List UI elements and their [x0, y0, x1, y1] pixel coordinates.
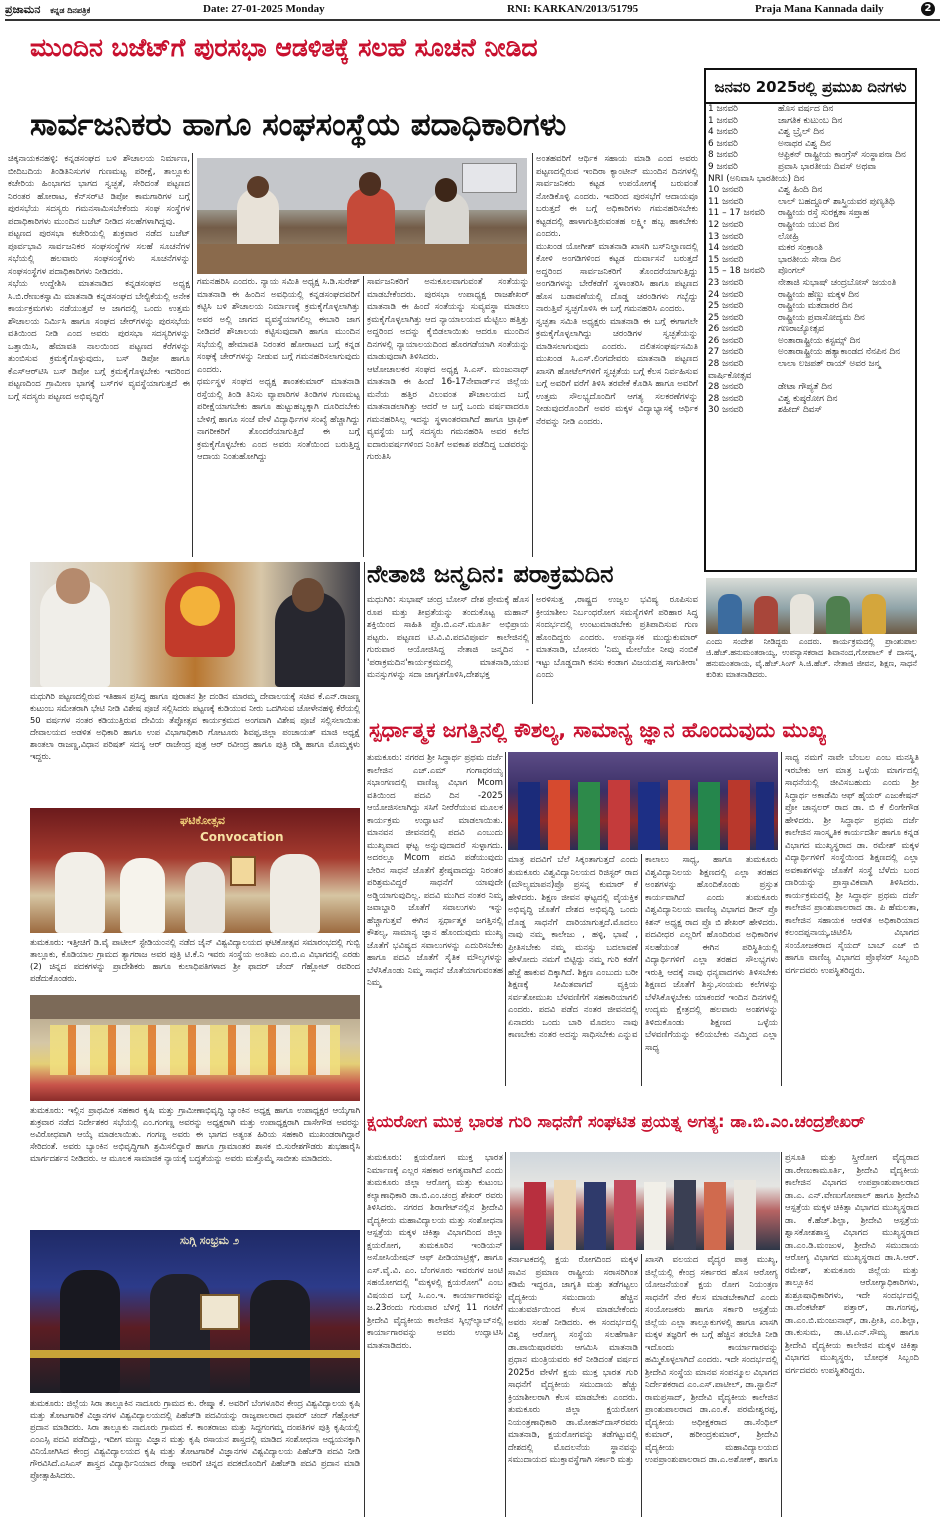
caption-convocation: ತುಮಕೂರು: ಇತ್ತೀಚಿಗೆ ಡಿ.ವೈ ಪಾಟೀಲ್ ಸ್ಟೇಡಿಯಂನಲ್ಲಿ ನಡೆದ ಜೈನ್ ವಿಶ್ವವಿದ್ಯಾಲಯದ ಘಟಿಕೋತ್ಸವ ಸಮಾರಂಭದಲ್ಲಿ ಗುಬ್ಬಿ ತಾಲ್ಲೂಕು, ಕೊಡಿಯಾಲ ಗ್ರಾಮದ ತ್ಯಾಗರಾಜ ಅವರ ಪುತ್ರಿ ಟಿ.ಕೆ.ನಿ ಇವರು ಸಂಸ್ಥೆಯ ಅಂತಿಮ ಎಂ.ಬಿ.ಎ ವಿಭಾಗದಲ್ಲಿ ಎರಡು (2) ಚಿನ್ನದ ಪದಕಗಳನ್ನು ಪ್ರಾದೇಶಿಕರು ಹಾಗೂ ಕುಲಾಧಿಪತಿಗಳಾದ ಶ್ರೀ ಫಾದರ್ ಚೆಂದ್ ಗೆಹ್ಲೋಟ್ ರವರಿಂದ ಪಡೆದುಕೊಂಡರು. — [30, 937, 360, 983]
tb-col-3: ಖಾಸಗಿ ವಲಯದ ವೈದ್ಯರ ಪಾತ್ರ ಮುಖ್ಯ, ಜಿಲ್ಲೆಯಲ್ಲಿ ಕೇಂದ್ರ ಸರ್ಕಾರದ ಹೊಸ ಆರೋಗ್ಯ ಯೋಜನೆಯಂತೆ ಕ್ಷಯ ರೋಗ ನಿಯಂತ್ರಣ ಸಾಧನೆಗೆ ನೇರ ಕೆಲಸ ಮಾಡಬೇಕಾಗಿದೆ ಎಂದು ಸಂಯೋಜಕರು ಹಾಗೂ ಸರ್ಕಾರಿ ಆಸ್ಪತ್ರೆಯ ಜಿಲ್ಲೆಯ ಎಲ್ಲಾ ತಾಲ್ಲೂಕುಗಳಲ್ಲಿ ಹಾಗೂ ಖಾಸಗಿ ಮಕ್ಕಳ ತಜ್ಞರಿಗೆ ಈ ಬಗ್ಗೆ ಹೆಚ್ಚಿನ ತರಬೇತಿ ನೀಡಿ ಇದೊಂದು ಕಾರ್ಯಾಗಾರವನ್ನು ಹಮ್ಮಿಕೊಳ್ಳಲಾಗಿದೆ ಎಂದರು. ಇದೇ ಸಂದರ್ಭದಲ್ಲಿ ಶ್ರೀದೇವಿ ಸಂಸ್ಥೆಯ ಮಾನವ ಸಂಪನ್ಮೂಲ ವಿಭಾಗದ ನಿರ್ದೇಶಕರಾದ ಎಂ.ಎಸ್.ಪಾಟೀಲ್, ಡಾ.ಸ್ಟಾಲಿನ್ ರಾಮಪ್ರಸಾದ್, ಶ್ರೀದೇವಿ ವೈದ್ಯಕೀಯ ಕಾಲೇಜಿನ ಪ್ರಾಂಶುಪಾಲರಾದ ಡಾ.ಎಂ.ಕೆ. ಪರಮೇಶ್ವರಪ್ಪ, ವೈದ್ಯಕೀಯ ಅಧೀಕ್ಷಕರಾದ ಡಾ.ಸೆಂಥಿಲ್ ಕುಮಾರ್, ಹರೀಂದ್ರಕುಮಾರ್, ಶ್ರೀದೇವಿ ವೈದ್ಯಕೀಯ ಮಹಾವಿದ್ಯಾಲಯದ ಉಪಪ್ರಾಂಶುಪಾಲರಾದ ಡಾ.ಎ.ಅಶೋಕ್, ಹಾಗೂ — [645, 1255, 778, 1465]
important-day-event: ಪೊಂಗಲ್ — [778, 266, 806, 277]
important-day-row — [706, 394, 915, 406]
important-day-row — [706, 139, 915, 151]
important-day-row — [706, 104, 915, 116]
important-day-event: ರಾಷ್ಟ್ರೀಯ ಹೆಣ್ಣು ಮಕ್ಕಳ ದಿನ — [778, 289, 859, 300]
important-days-title: ಜನವರಿ 2025ರಲ್ಲಿ ಪ್ರಮುಖ ದಿನಗಳು — [706, 70, 915, 104]
important-day-row — [706, 347, 915, 359]
lead-photo-meeting — [197, 158, 527, 274]
important-day-event: ನೇತಾಜಿ ಸುಭಾಷ್ ಚಂದ್ರಬೋಸ್ ಜಯಂತಿ — [778, 277, 897, 288]
important-day-row — [706, 116, 915, 128]
important-day-row — [706, 220, 915, 232]
lead-col-2 — [197, 276, 360, 557]
skill-col-4: ಸಾಧ್ಯ ನಮಗೆ ನಾವೇ ಬೆಂಬಲ ಎಂಬ ಮನಸ್ಥಿತಿ ಇರಬೇಕು ಆಗ ಮಾತ್ರ ಒಳ್ಳೆಯ ಮಾರ್ಗದಲ್ಲಿ ಸಾಧನೆಯಲ್ಲಿ ಜೀವಿಸಬಹುದು ಎಂದು ಶ್ರೀ ಸಿದ್ಧಾರ್ಥ ಅಕಾಡೆಮಿ ಆಫ್ ಹೈಯರ್ ಎಜುಕೇಷನ್ ಪ್ರೋ ಚಾನ್ಸಲರ್ ರಾದ ಡಾ. ಬಿ ಕೆ ಲಿಂಗೇಗೌಡ ಹೇಳಿದರು. ಶ್ರೀ ಸಿದ್ಧಾರ್ಥ ಪ್ರಥಮ ದರ್ಜೆ ಕಾಲೇಜಿನ ಸಾಂಸ್ಕೃತಿಕ ಕಾರ್ಯದರ್ಶಿ ಹಾಗೂ ಕನ್ನಡ ವಿಭಾಗದ ಮುಖ್ಯಸ್ಥರಾದ ಡಾ. ರಮೇಶ್ ಮಕ್ಕಳ ವಿದ್ಯಾರ್ಥಿಗಳಿಗೆ ಸಂಸ್ಥೆಯಿಂದ ಶಿಕ್ಷಣದಲ್ಲಿ ಎಲ್ಲಾ ಅವಕಾಶಗಳನ್ನು ಜೊತೆಗೆ ಸಂಸ್ಥೆ ಬೆಳೆದು ಬಂದ ದಾರಿಯನ್ನು ಪ್ರಾಸ್ತಾವಿಕವಾಗಿ ತಿಳಿಸಿದರು. ಕಾರ್ಯಕ್ರಮದಲ್ಲಿ ಶ್ರೀ ಸಿದ್ಧಾರ್ಥ ಪ್ರಥಮ ದರ್ಜೆ ಕಾಲೇಜಿನ ಪ್ರಾಂಶುಪಾಲರಾದ ಡಾ. ಪಿ ಹೆಮಲತಾ, ಕಾಲೇಜಿನ ಸಹಾಯಕ ಆಡಳಿತ ಅಧಿಕಾರಿಯಾದ ಕಲಂದಪ್ಪನಾಯ್ಕ,ಚಿಟಿಲಿಸಿ ವಿಭಾಗದ ಸಂಯೋಜಕರಾದ ಸೈಯದ್ ಬಾಬ್ ಎಚ್ ಬಿ ಹಾಗೂ ವಾಣಿಜ್ಯ ವಿಭಾಗದ ಪ್ರೊಫೆಸರ್ ಸಿಬ್ಬಂದಿ ವರ್ಗದವರು ಉಪಸ್ಥಿತರಿದ್ದರು. — [785, 753, 919, 976]
skill-col-3: ಕಾಲಾಲು ಸಾಧ್ಯ, ಹಾಗೂ ತುಮಕೂರು ವಿಶ್ವವಿದ್ಯಾನಿಲಯ ಶಿಕ್ಷಣದಲ್ಲಿ ಎಲ್ಲಾ ತರಹದ ಅಂಶಗಳನ್ನು ಹೊಂದಿಕೊಂಡು ಪ್ರಸ್ತುತ ಕಾರ್ಯವಾಗಿದೆ ಎಂದು ತುಮಕೂರು ವಿಶ್ವವಿದ್ಯಾನಿಲಯ ವಾಣಿಜ್ಯ ವಿಭಾಗದ ಡೀನ್ ಪ್ರೊ ಕಿಶನ್ ಅಧ್ಯಕ್ಷ ರಾದ ಪ್ರೊ ಬಿ ಶೇಖರ್ ಹೇಳಿದರು. ಪದವೀಧರ ಎಲ್ಲರಿಗೆ ಹೊಂದಿರುವ ಅಧಿಕಾರಿಗಳ ಸಲಹೆಯಂತೆ ಈಗಿನ ಪರಿಸ್ಥಿತಿಯಲ್ಲಿ ವಿದ್ಯಾರ್ಥಿಗಳಿಗೆ ಎಲ್ಲಾ ತರಹದ ಸೌಲಭ್ಯಗಳು ಇರುತ್ತಿ ಆದಕ್ಕೆ ನಾವು ಧನ್ಯವಾದಗಳು ತಿಳಿಸಬೇಕು ಶಿಕ್ಷಣದ ಜೊತೆಗೆ ಶಿಸ್ತು,ಸಂಯಮ ಕಲೆಗಳನ್ನು ಬೆಳೆಸಿಕೊಳ್ಳಬೇಕು ಯಾಕಂದರೆ ಇಂದಿನ ದಿನಗಳಲ್ಲಿ ಉದ್ಯಮ ಕ್ಷೇತ್ರದಲ್ಲಿ ಹಲವಾರು ಅಂಶಗಳನ್ನು ತಿಳಿದುಕೊಂಡು ಶಿಕ್ಷಣದ ಒಳ್ಳೆಯ ಬೆಳವಣಿಗೆಯನ್ನು ಕಲಿಯಬೇಕು ನಮ್ಮಿಂದ ಎಲ್ಲಾ ಸಾಧ್ಯ — [645, 855, 778, 1053]
important-day-date: 25 ಜನವರಿ — [708, 301, 744, 312]
lead-col2-p1: ಗಮನಹರಿಸಿ ಎಂದರು. ನ್ಯಾಯ ಸಮಿತಿ ಅಧ್ಯಕ್ಷ ಸಿ.ಡಿ.ಸುರೇಶ್ ಮಾತನಾಡಿ ಈ ಹಿಂದಿನ ಅವಧಿಯಲ್ಲಿ ಕನ್ನಡಸಂಘದವರಿಗೆ ಕಟ್ಟಿಸಿ ಬಳಿ ಶೌಚಾಲಯ ನಿರ್ಮಾಣಕ್ಕೆ ಕ್ರಮಕೈಗೊಳ್ಳಲಾಗಿತ್ತು ಅವರ ಅಲ್ಲಿ ಜಾಗದ ವ್ಯವಸ್ಥೆಯಾಗಲಿಲ್ಲ ಈಬಾರಿ ಜಾಗ ನೀಡಿದರೆ ಶೌಚಾಲಯ ಕಟ್ಟಿಸುವುದಾಗಿ ಹಾಗೂ ಮುಂದಿನ ಸಭೆಯಲ್ಲಿ ಹೇಮಾವತಿ ನಿರಂತರ ಹೋರಾಟದ ಬಗ್ಗೆ ಕನ್ನಡ ಸಂಘಕ್ಕೆ ಚೇರ್‌ಗಳನ್ನು ನೀಡುವ ಬಗ್ಗೆ ಗಮನಹರಿಸಲಾಗುವುದು ಎಂದರು. — [197, 277, 360, 375]
tb-col-rule-2 — [641, 1254, 642, 1517]
important-day-event: ವಿಶ್ವ ಬ್ರೈಲ್ ದಿನ — [778, 127, 824, 138]
lead-col1-p2: ಪಟ್ಟಣದ ಪುರಸಭಾ ಕಚೇರಿಯಲ್ಲಿ ಶುಕ್ರವಾರ ನಡೆದ ಬಜೆಟ್ ಪೂರ್ವಭಾವಿ ಸಾರ್ವಜನಿಕರ ಸಂಘಸಂಸ್ಥೆಗಳ ಸಲಹೆ ಸೂಚನೆಗಳ ಸಭೆಯಲ್ಲಿ ಹಲವಾರು ಸಂಘಸಂಸ್ಥೆಗಳು ಸೂಚನೆಗಳನ್ನು ಸಂಘಸಂಸ್ಥೆಗಳ ಪದಾಧಿಕಾರಿಗಳು ನೀಡಿದರು. — [8, 229, 190, 277]
lead-col-rule-3 — [532, 153, 533, 557]
important-day-row — [706, 301, 915, 313]
brand-sub: ಕನ್ನಡ ದಿನಪತ್ರಿಕೆ — [50, 6, 91, 15]
important-day-row — [706, 150, 915, 162]
tb-col-rule-1 — [505, 1152, 506, 1517]
important-day-row — [706, 266, 915, 278]
convocation-banner-en: Convocation — [200, 830, 284, 844]
masthead-rule — [5, 19, 940, 21]
caption-temple-visit: ಮಧುಗಿರಿ ಪಟ್ಟಣದಲ್ಲಿರುವ ಇತಿಹಾಸ ಪ್ರಸಿದ್ಧ ಹಾಗೂ ಪುರಾತನ ಶ್ರೀ ದಂಡಿನ ಮಾರಮ್ಮ ದೇವಾಲಯಕ್ಕೆ ಸಚಿವ ಕೆ.ಎನ್.ರಾಜಣ್ಣ ಕುಟುಂಬ ಸಮೇತರಾಗಿ ಭೇಟಿ ನೀಡಿ ವಿಶೇಷ ಪೂಜೆ ಸಲ್ಲಿಸಿದರು ಪಟ್ಟಣಕ್ಕೆ ಕುಡಿಯುವ ನೀರು ಒದಗಿಸುವ ಚೋಳೇನಹಳ್ಳಿ ಕೆರೆಯಲ್ಲಿ 50 ವರ್ಷಗಳ ನಂತರ ಕಡಿಯುತ್ತಿರುವ ದೇವಿಯ ತೆಪ್ಪೋತ್ಸವ ಕಾರ್ಯಕ್ರಮದ ಅಂಗವಾಗಿ ವಿಶೇಷ ಪೂಜೆ ಸಲ್ಲಿಸಲಾಯಿತು ದೇವಾಲಯದ ಅಡಳಿತ ಅಧಿಕಾರಿ ಹಾಗೂ ಉಪ ವಿಭಾಗಾಧಿಕಾರಿ ಗೋಟೂರು ಶಿವಪ್ಪ,ಜಿಲ್ಲಾ ಪಂಚಾಯತ್ ಮಾಜಿ ಅಧ್ಯಕ್ಷೆ ಶಾಂತಲಾ ರಾಜಣ್ಣ,ವಿಧಾನ ಪರಿಷತ್ ಸದಸ್ಯ ಆರ್ ರಾಜೇಂದ್ರ ಪುತ್ರ ಆರ್ ರವೀಂದ್ರ ಹಾಗೂ ಪುತ್ರಿ ರಶ್ಮಿ ಹಾಗೂ ಮೊಮ್ಮಕ್ಕಳು ಇದ್ದರು. — [30, 691, 360, 761]
netaji-col-rule — [532, 594, 533, 704]
caption-bank-felicitation: ತುಮಕೂರು: ಇಲ್ಲಿನ ಪ್ರಾಥಮಿಕ ಸಹಕಾರ ಕೃಷಿ ಮತ್ತು ಗ್ರಾಮೀಣಾಭಿವೃದ್ಧಿ ಬ್ಯಾಂಕಿನ ಅಧ್ಯಕ್ಷ ಹಾಗೂ ಉಪಾಧ್ಯಕ್ಷರ ಆಯ್ಕೆಗಾಗಿ ಶುಕ್ರವಾರ ನಡೆದ ನಿರ್ದೇಶಕರ ಸಭೆಯಲ್ಲಿ ಎಂ.ಗಂಗಣ್ಣ ಅವರನ್ನು ಅಧ್ಯಕ್ಷರಾಗಿ ಮತ್ತು ಉಪಾಧ್ಯಕ್ಷರಾಗಿ ದಾಸೇಗೌಡ ಅವರನ್ನು ಅವಿರೋಧವಾಗಿ ಆಯ್ಕೆ ಮಾಡಲಾಯಿತು. ಗಂಗಣ್ಣ ಅವರು ಈ ಭಾಗದ ಅತ್ಯಂತ ಹಿರಿಯ ಸಹಕಾರಿ ಮುಖಂಡರಾಗಿದ್ದಾರೆ ಸೇರಿದಂತೆ. ಅವರು ಬ್ಯಾಂಕಿನ ಅಭಿವೃದ್ಧಿಗಾಗಿ ಶ್ರಮಿಸಲಿದ್ದಾರೆ ಹಾಗೂ ಗ್ರಾಮಾಂತರ ಶಾಸಕ ಬಿ.ಸುರೇಶಗೌಡರು ಶುಭಹಾರೈಸಿ ಮಾರ್ಗದರ್ಶನ ನೀಡಿದರು. ಆ ಮೂಲಕ ಸಾಮಾಜಿಕ ನ್ಯಾಯಕ್ಕೆ ಬದ್ಧತೆಯನ್ನು ಅವರು ಮತ್ತೊಮ್ಮೆ ಸಾಬೀತು ಮಾಡಿದರು. — [30, 1105, 360, 1163]
important-day-date: 30 ಜನವರಿ — [708, 405, 744, 416]
photo-graduation-day — [508, 752, 778, 850]
important-day-row — [706, 185, 915, 197]
brand-logo — [5, 3, 90, 17]
important-day-row — [706, 162, 915, 174]
important-day-event: ಹೊಸ ವರ್ಷದ ದಿನ — [778, 104, 834, 114]
lead-col1-p3: ಸಭೆಯ ಉದ್ದೇಶಿಸಿ ಮಾತನಾಡಿದ ಕನ್ನಡಸಂಘದ ಅಧ್ಯಕ್ಷ ಸಿ.ಬಿ.ರೇಣುಕಸ್ವಾಮಿ ಮಾತನಾಡಿ ಕನ್ನಡಸಂಘದ ಬೇಲ್ಟಿಕೆಯಲ್ಲಿ ಅನೇಕ ಕಾರ್ಯಕ್ರಮಗಳು ನಡೆಯುತ್ತವೆ ಆ ಜಾಗದಲ್ಲಿ ಒಂದು ಉತ್ತಮ ಶೌಚಾಲಯ ನಿರ್ಮಿಸಿ ಹಾಗೂ ಸಂಘದ ಚೇರ್‌ಗಳನ್ನು ಪುರಸಭೆಯ ವತಿಯಿಂದ ನೀಡಿ ಎಂದ ಅವರು ಪುರಸಭಾ ಸದಸ್ಯರಿಗಳನ್ನು ಒತ್ತಾಯಿಸಿ, ಹೆಮಾವತಿ ನಾಲಯಿಂದ ಪಟ್ಟಣದ ಕೆರೆಗಳನ್ನು ತುಂಬಿಸುವ ಕ್ರಮಕೈಗೊಳ್ಳುವುದು, ಬಸ್ ಡಿಪೋ ಹಾಗೂ ಕೆಎಸ್‌ಆರ್‌ಟಿಸಿ ಬಸ್ ಡಿಪೋ ಬಗ್ಗೆ ಕ್ರಮಕೈಗೊಳ್ಳಬೇಕು ಇದರಿಂದ ಪಟ್ಟಣದಿಂದ ಗ್ರಾಮೀಣ ಭಾಗಕ್ಕೆ ಬಸ್‌ಗಳ ವ್ಯವಸ್ಥೆಯಾಗುತ್ತದೆ ಈ ಬಗ್ಗೆ ಸದಸ್ಯರು ಪಟ್ಟಣದ ಅಭಿವೃದ್ಧಿಗೆ — [8, 279, 190, 402]
photo-tb-workshop — [510, 1152, 780, 1250]
tb-col-2: ಕರ್ನಾಟಕದಲ್ಲಿ ಕ್ಷಯ ರೋಗದಿಂದ ಮಕ್ಕಳ ಸಾವಿನ ಪ್ರಮಾಣ ರಾಷ್ಟ್ರೀಯ ಸರಾಸರಿಗಿಂತ ಕಡಿಮೆ ಇದ್ದರೂ, ಜಾಗೃತಿ ಮತ್ತು ತಡೆಗಟ್ಟಲು ವೈದ್ಯಕೀಯ ಸಮುದಾಯ ಹೆಚ್ಚಿನ ಮುತುವರ್ಜಿಯಿಂದ ಕೆಲಸ ಮಾಡಬೇಕೆಂದು ಅವರು ಸಲಹೆ ನೀಡಿದರು. ಈ ಸಂದರ್ಭದಲ್ಲಿ ವಿಶ್ವ ಆರೋಗ್ಯ ಸಂಸ್ಥೆಯ ಸಲಹೆಗಾರ್ತಿ ಡಾ.ಪಾಯಿಷಾರವರು ಆಗಮಿಸಿ ಮಾತನಾಡಿ ಪ್ರಧಾನ ಮಂತ್ರಿಯವರು ಕರೆ ನೀಡಿದಂತೆ ವರ್ಷದ 2025ರ ವೇಳೆಗೆ ಕ್ಷಯ ಮುಕ್ತ ಭಾರತ ಗುರಿ ಸಾಧನೆಗೆ ವೈದ್ಯಕೀಯ ಸಮುದಾಯ ಹೆಚ್ಚು ಕ್ರಿಯಾಶೀಲರಾಗಿ ಕೆಲಸ ಮಾಡಬೇಕು ಎಂದರು. ತುಮಕೂರು ಜಿಲ್ಲಾ ಕ್ಷಯರೋಗ ನಿಯಂತ್ರಣಾಧಿಕಾರಿ ಡಾ.ಮೋಹನ್‌ದಾಸ್‌ರವರು ಮಾತನಾಡಿ, ಕ್ಷಯರೋಗವನ್ನು ತಡೆಗಟ್ಟುವಲ್ಲಿ ದೇಶದಲ್ಲಿ ಮೊದಲನೆಯ ಸ್ಥಾನವನ್ನು ಸಮುದಾಯದ ಮುಕ್ತಾವಸ್ಥೆಗಾಗಿ ಸರ್ಕಾರಿ ಮತ್ತು — [508, 1255, 638, 1465]
lead-col-1 — [8, 153, 190, 557]
important-day-event: ಶಹೀದ್ ದಿವಸ್ — [778, 405, 822, 416]
suggi-banner-label: ಸುಗ್ಗಿ ಸಂಭ್ರಮ ೨ — [180, 1234, 239, 1247]
photo-bank-felicitation — [30, 995, 360, 1101]
photo-convocation — [30, 808, 360, 933]
skill-col-1: ತುಮಕೂರು: ನಗರದ ಶ್ರೀ ಸಿದ್ಧಾರ್ಥ ಪ್ರಥಮ ದರ್ಜೆ ಕಾಲೇಜಿನ ಎಚ್.ಎಮ್ ಗಂಗಾಧರಯ್ಯ ಸಭಾಂಗಣದಲ್ಲಿ ವಾಣಿಜ್ಯ ವಿಭಾಗ Mcom ವತಿಯಿಂದ ಪದವಿ ದಿನ -2025 ಆಯೋಜಿಸಲಾಗಿದ್ದು ಸಸಿಗೆ ನೀರೆರೆಯುವ ಮೂಲಕ ಕಾರ್ಯಕ್ರಮ ಉದ್ಘಾಟನೆ ಮಾಡಲಾಯಿತು. ಮಾನವನ ಜೀವನದಲ್ಲಿ ಪದವಿ ಎಂಬುದು ಮುಖ್ಯವಾದ ಘಟ್ಟ ಅನ್ನುವುದಾದರೆ ಸುಳ್ಳಾಗದು. ಅದರಲ್ಲೂ Mcom ಪದವಿ ಪಡೆಯುವುದು ಬೇರಿನ ಸಾಧನೆ ಜೊತೆಗೆ ಶ್ರೇಷ್ಠವಾದದ್ದು ನಿರಂತರ ಪರಿಶ್ರಮವಿದ್ದರೆ ಸಾಧನೆಗೆ ಯಾವುದೇ ಅಡ್ಡಿಯಾಗುವುದಿಲ್ಲ. ಪದವಿ ಮುಗಿದ ನಂತರ ನಿಮ್ಮ ಜವಾಬ್ದಾರಿ ಜೊತೆಗೆ ಸವಾಲುಗಳು ಇನ್ನು ಹೆಚ್ಚಾಗುತ್ತವೆ ಈಗಿನ ಸ್ಪರ್ಧಾತ್ಮಕ ಜಗತ್ತಿನಲ್ಲಿ ಕೌಶಲ್ಯ, ಸಾಮಾನ್ಯ ಜ್ಞಾನ ಹೊಂದುವುದು ಮುಖ್ಯ ಜೊತೆಗೆ ಭವಿಷ್ಯದ ಸವಾಲುಗಳನ್ನು ಎದುರಿಸಬೇಕು ಹಾಗೂ ಪದವಿ ಜೊತೆಗೆ ಸೈತಿಕ ಮೌಲ್ಯಗಳನ್ನು ಬೆಳೆಸಿಕೊಂಡು ನಿಮ್ಮ ಸಾಧನೆ ಜೊತೆಯಾಗುವಂತಹ ನಿಮ್ಮ — [367, 753, 503, 988]
tb-col-4: ಪ್ರಸೂತಿ ಮತ್ತು ಸ್ತ್ರೀರೋಗ ವೈದ್ಯರಾದ ಡಾ.ರೇಣುಕಾಮೂರ್ತಿ, ಶ್ರೀದೇವಿ ವೈದ್ಯಕೀಯ ಕಾಲೇಜಿನ ವಿಭಾಗದ ಉಪಪ್ರಾಂಶುಪಾಲರಾದ ಡಾ.ಎ. ಎನ್.ವೇಣುಗೋಪಾಲ್ ಹಾಗೂ ಶ್ರೀದೇವಿ ಆಸ್ಪತ್ರೆಯ ಮಕ್ಕಳ ಚಿಕಿತ್ಸಾ ವಿಭಾಗದ ಮುಖ್ಯಸ್ಥರಾದ ಡಾ. ಕೆ.ಹೆಚ್.ಶಿಲ್ಪಾ, ಶ್ರೀದೇವಿ ಆಸ್ಪತ್ರೆಯ ಶ್ವಾಸಕೋಶಶಾಸ್ತ್ರ ವಿಭಾಗದ ಮುಖ್ಯಸ್ಥರಾದ ಡಾ.ಎಂ.ಡಿ.ಮಂಜುಳ, ಶ್ರೀದೇವಿ ಸಮುದಾಯ ಆರೋಗ್ಯ ವಿಭಾಗದ ಮುಖ್ಯಸ್ಥರಾದ ಡಾ.ಸಿ.ಆರ್. ರಮೇಶ್, ತುಮಕೂರು ಜಿಲ್ಲೆಯ ಮತ್ತು ತಾಲ್ಲೂಕಿನ ಆರೋಗ್ಯಾಧಿಕಾರಿಗಳು, ಶುಶ್ರೂಷಾಧಿಕಾರಿಗಳು, ಇದೇ ಸಂದರ್ಭದಲ್ಲಿ ಡಾ.ವೆಂಕಟೇಶ್ ಪತ್ತಾರ್, ಡಾ.ಗಂಗಪ್ಪ, ಡಾ.ಎಂ.ಬಿ.ಮಂಜುನಾಥ್, ಡಾ.ಪ್ರೀತಿ, ಎಂ.ಶಿಲ್ಪಾ, ಡಾ.ಕುಸುಮ, ಡಾ.ಟಿ.ಎನ್.ಸೌಮ್ಯ ಹಾಗೂ ಶ್ರೀದೇವಿ ವೈದ್ಯಕೀಯ ಕಾಲೇಜಿನ ಮಕ್ಕಳ ಚಿಕಿತ್ಸಾ ವಿಭಾಗದ ಮುಖ್ಯಸ್ಥರು, ಬೋಧಕ ಸಿಬ್ಬಂದಿ ವರ್ಗದವರು ಉಪಸ್ಥಿತರಿದ್ದರು. — [785, 1153, 919, 1376]
lead-col3-p2: ಆಟೋಚಾಲಕರ ಸಂಘದ ಅಧ್ಯಕ್ಷ ಸಿ.ಎಸ್. ಮಂಜುನಾಥ್ ಮಾತನಾಡಿ ಈ ಹಿಂದೆ 16-17ನೇವಾರ್ಡ್‌ನ ಜಿಲ್ಲೆಯ ಮನೆಯ ಹತ್ತಿರ ವಿಲುವಂತ ಶೌಚಾಲಯದ ಬಗ್ಗೆ ಮಾತನಾಡಲಾಗಿತ್ತು ಆದರೆ ಆ ಬಗ್ಗೆ ಒಂದು ವರ್ಷವಾದರೂ ಗಮನಹರಿಸಿಲ್ಲ ಇದನ್ನು ಸ್ಥಳಾಂತರವಾಗಿದೆ ಹಾಗೂ ಟ್ರಾಫಿಕ್ ವ್ಯವಸ್ಥೆಯ ಬಗ್ಗೆ ಸದಸ್ಯರು ಗಮನಹರಿಸಿ ಅವರ ಕಲೆದ ಐದಾರುವರ್ಷಗಳಿಂದ ನಿಂತಿಗೆ ಅವಕಾಶ ಪಡೆದಿದ್ದ ಬಡವರನ್ನು ಗುರುತಿಸಿ — [367, 364, 529, 462]
important-day-event: ಗಣರಾಜ್ಯೋತ್ಸವ — [778, 324, 824, 335]
important-day-date: 9 ಜನವರಿ — [708, 161, 738, 172]
important-day-event: ವಿಶ್ವ ಕುಷ್ಠರೋಗ ದಿನ — [778, 393, 838, 404]
brand-name: ಪ್ರಜಾಮನ — [5, 3, 41, 16]
lead-headline-1: ಮುಂದಿನ ಬಜೆಟ್‌ಗೆ ಪುರಸಭಾ ಆಡಳಿತಕ್ಕೆ ಸಲಹೆ ಸೂಚನೆ ನೀಡಿದ — [30, 33, 538, 62]
important-day-event: ಲೋಹ್ರಿ — [778, 231, 799, 242]
important-day-date: 24 ಜನವರಿ — [708, 289, 744, 300]
lead-col4-p1: ಅಂತಹವರಿಗೆ ಆರ್ಥಿಕ ಸಹಾಯ ಮಾಡಿ ಎಂದ ಅವರು ಪಟ್ಟಣದಲ್ಲಿರುವ ಇಂದಿರಾ ಕ್ಯಾಂಟೀನ್ ಮುಂದಿನ ದಿನಗಳಲ್ಲಿ ಸಾರ್ವಜನಿಕರು ಕಟ್ಟಡ ಉಪಯೋಗಕ್ಕೆ ಬರುವಂತೆ ನೋಡಿಕೊಳ್ಳಿ ಎಂದರು. ಇದರಿಂದ ಪುರಸಭೆಗೆ ಆದಾಯವೂ ಬರುತ್ತದೆ ಈ ಬಗ್ಗೆ ಅಧಿಕಾರಿಗಳು ಗಮನಹರಿಸಬೇಕು ಕಟ್ಟಡದಲ್ಲಿ ಹಾಳಾಗುತ್ತಿರುವಂತಹ ಲಕ್ಷ್ಮೀ ಹಬ್ಬ ಹಾಕಬೇಕು ಎಂದರು. — [536, 154, 698, 239]
tb-col-rule-3 — [781, 1152, 782, 1517]
lead-col3-p1: ಸಾರ್ವಜನಿಕರಿಗೆ ಅನುಕೂಲವಾಗುವಂತೆ ಸಂತೆಯನ್ನು ಮಾಡಬೇಕೆಂದರು. ಪುರಸಭಾ ಉಪಾಧ್ಯಕ್ಷ ರಾಜಶೇಖರ್ ಮಾತನಾಡಿ ಈ ಹಿಂದೆ ಸಂತೆಯನ್ನು ಸುವ್ಯವಸ್ಥಾ ಮಾಡಲು ಕ್ರಮಕೈಗೊಳ್ಳಲಾಗಿತ್ತು ಆದ ನ್ಯಾಯಾಲಯದ ಮೆಟ್ಟಿಲು ಹತ್ತಿತ್ತು ಅದ್ದರಿಂದ ಅದನ್ನು ಕೈಬಿಡಲಾಯಿತು ಆದರೂ ಮುಂದಿನ ದಿನಗಳಲ್ಲಿ ನ್ಯಾಯಾಲಯದಿಂದ ಹೊರಗಡೆಯಾಗಿ ಸಂತೆಯನ್ನು ಮಾಡುವುದಾಗಿ ತಿಳಿಸಿದರು. — [367, 277, 529, 362]
convocation-banner-label: ಘಟಿಕೋತ್ಸವ — [180, 814, 225, 827]
important-day-date: 28 ಜನವರಿ — [708, 382, 744, 393]
important-day-event: ರಾಷ್ಟ್ರೀಯ ಯುವ ದಿನ — [778, 219, 840, 230]
lead-col-3 — [367, 276, 529, 557]
important-days-table — [706, 104, 915, 417]
important-day-date: 28 ಜನವರಿ — [708, 359, 744, 370]
important-day-event: ಅಂತಾರಾಷ್ಟ್ರೀಯ ಕಸ್ಟಮ್ಸ್ ದಿನ — [778, 335, 861, 346]
important-day-date: 27 ಜನವರಿ — [708, 347, 744, 358]
lead-col4-p2: ಮುಖಂಡ ಯೋಗೀಶ್ ಮಾತನಾಡಿ ಖಾಸಗಿ ಬಸ್‌ನಿಲ್ದಾಣದಲ್ಲಿ ಕೋಳಿ ಅಂಗಡಿಗಳಿಂದ ಕಟ್ಟಡ ದುರ್ವಾಸನೆ ಬರುತ್ತದೆ ಅದ್ದರಿಂದ ಸಾರ್ವಜನಿಕರಿಗೆ ತೊಂದರೆಯಾಗುತ್ತಿದ್ದು ಅಂಗಡಿಗಳನ್ನು ಬೇರೆಕಡೆಗೆ ಸ್ಥಳಾಂತರಿಸಿ ಹಾಗೂ ಪಟ್ಟಣದ ಹೊಸ ಬಡಾವಣೆಯಲ್ಲಿ ದೊಡ್ಡ ಚರಂಡಿಗಳು ಗಬ್ಬೆದ್ದು ನಾರುತ್ತಿವೆ ಸ್ವಚ್ಛಗೊಳಿಸಿ ಈ ಬಗ್ಗೆ ಗಮನಹರಿಸಿ ಎಂದರು. — [536, 241, 698, 314]
lead-col2-p2: ಧರ್ಮಸ್ಥಳ ಸಂಘದ ಅಧ್ಯಕ್ಷ ಶಾಂತಕುಮಾರ್ ಮಾತನಾಡಿ ರಸ್ತೆಯಲ್ಲಿ ತಿಂಡಿ ತಿನಿಸು ವ್ಯಾಪಾರಿಗಳ ತಿಂಡಿಗಳ ಗುಣಮಟ್ಟ ಪರೀಕ್ಷೆಯಾಗಬೇಕು ಹಾಗೂ ಹುಟ್ಟುಹಬ್ಬಕ್ಕಾಗಿ ದೂರಿದಬೇಕು ಬೇಳಿಗ್ಗೆ ಹಾಗೂ ಸಂಜೆ ವೇಳೆ ವಿದ್ಯಾರ್ಥಿಗಳ ಸಂಖ್ಯೆ ಹೆಚ್ಚಾಗಿದ್ದು ನಾಗರೀಕರಿಗೆ ತೊಂದರೆಯಾಗುತ್ತಿದೆ ಈ ಬಗ್ಗೆ ಕ್ರಮಕೈಗೊಳ್ಳಬೇಕು ಎಂದ ಅವರು ಸಂತೆಯಿಂದ ಬರುತ್ತಿದ್ದ ಆದಾಯ ನಿಂತುಹೋಗಿದ್ದು — [197, 377, 360, 462]
photo-netaji-event — [706, 578, 917, 634]
page-number: 2 — [921, 2, 935, 16]
important-day-row — [706, 371, 915, 383]
issue-date: Date: 27-01-2025 Monday — [203, 3, 325, 15]
important-day-date: 4 ಜನವರಿ — [708, 127, 738, 138]
important-day-row — [706, 232, 915, 244]
important-day-event: ಅಂತಾರಾಷ್ಟ್ರೀಯ ಹತ್ಯಾಕಾಂಡದ ನೆನಪಿನ ದಿನ — [778, 347, 901, 358]
netaji-photo-caption: ಎಂದು ಸಂದೇಶ ನೀಡಿದ್ದರು ಎಂದರು. ಕಾರ್ಯಕ್ರಮದಲ್ಲಿ ಪ್ರಾಂಶುಪಾಲ ಜಿ.ಹೆಚ್.ಹನುಮಂತರಾಯ್ಯ, ಉಪನ್ಯಾಸಕರಾದ ಶಿವಾನಂದ,ಗೋಪಾಲ್ ಕೆ ದಾಸನ್ನ, ಹನುಮಂತರಾಯ, ವೈ.ಹೆಚ್.ಸಿಂಗ್ ಸಿ.ಜಿ.ಹೆಚ್. ನೇತಾಜಿ ಜೀವನ, ಶಿಕ್ಷಣ, ಸಾಧನೆ ಕುರಿತು ಮಾತನಾಡಿದರು. — [706, 637, 917, 679]
important-day-row — [706, 208, 915, 220]
important-day-date: 13 ಜನವರಿ — [708, 231, 744, 242]
important-day-date: 6 ಜನವರಿ — [708, 138, 738, 149]
important-day-row — [706, 336, 915, 348]
lead-col4-p3: ಸ್ವಚ್ಛತಾ ಸಮಿತಿ ಅಧ್ಯಕ್ಷರು ಮಾತನಾಡಿ ಈ ಬಗ್ಗೆ ಈಗಾಗಲೇ ಕ್ರಮಕೈಗೊಳ್ಳಲಾಗಿದ್ದು ಚರಂಡಿಗಳ ಸ್ವಚ್ಛತೆಯನ್ನು ಮಾಡಿಸಲಾಗುವುದು ಎಂದರು. ದಲಿತಸಂಘರ್ಷಸಮಿತಿ ಮುಖಂಡ ಸಿ.ಎಸ್.ಲಿಂಗದೇವರು ಮಾತನಾಡಿ ಪಟ್ಟಣದ ಖಾಸಗಿ ಹೋಟೆಲ್‌ಗಳಿಗೆ ಸ್ವಚ್ಛತೆಯ ಬಗ್ಗೆ ಕೆಲಸ ನಿರ್ವಹಿಸುವ ಬಗ್ಗೆ ಅವರಿಗೆ ವರೆಗೆ ತಿಳಿಸಿ ತರವೇಕೆ ಕೊಡಿಸಿ ಹಾಗೂ ಅವರಿಗೆ ಉತ್ತಮ ಸೌಲಭ್ಯದೊಂದಿಗೆ ಆಗತ್ಯ ಸಲಕರಣೆಗಳನ್ನು ನೀಡುವುದರೊಂದಿಗೆ ಅವರ ಮಕ್ಕಳ ವಿದ್ಯಾಭ್ಯಾಸಕ್ಕೆ ಆರ್ಥಿಕ ನೆರವನ್ನು ನೀಡಿ ಎಂದರು. — [536, 316, 698, 427]
lead-col-rule-2 — [363, 276, 364, 557]
netaji-col-2: ಅರಳಿಸುತ್ತ ,ರಾಷ್ಟ್ರದ ಉಜ್ವಲ ಭವಿಷ್ಯ ರೂಪಿಸುವ ಕ್ರೀಯಾಶೀಲ ನಿರ್ಬಂಧರೋಗ ಸಮಸ್ಯೆಗಳಿಗೆ ಪರಿಹಾರ ಸಿದ್ಧ ಸಂದರ್ಭದಲ್ಲಿ ಉಂಟುಮಾಡಬೇಕು ಪ್ರತಿಪಾದಿಸುವ ಗುಣ ಹೊಂದಿದ್ದರು ಎಂದರು. ಉಪನ್ಯಾಸಕ ಮುದ್ದುಕುಮಾರ್ ಮಾತನಾಡಿ, ಬೋಸರು 'ನಿಮ್ಮ ಮೇಲೆಯೇ ನೀವು ನಂಬಿಕೆ ಇಟ್ಟು ಬೊಡ್ಡದಾಗಿ ಕನಸು ಕಂಡಾಗ ವಿಜಯದತ್ತ ಸಾಗುತೀರಾ' ಎಂದು — [536, 595, 698, 680]
important-day-row — [706, 382, 915, 394]
important-day-row — [706, 243, 915, 255]
important-day-date: 1 ಜನವರಿ — [708, 115, 738, 126]
important-day-event: ಲಾಲಾ ಲಜಪತ್ ರಾಯ್ ಅವರ ಜನ್ಮ — [778, 359, 881, 370]
important-day-event: ವಿಶ್ವ ಹಿಂದಿ ದಿನ — [778, 185, 823, 196]
photo-phd-award — [30, 1230, 360, 1393]
important-day-date: 12 ಜನವರಿ — [708, 219, 744, 230]
important-day-event: ಜಾಗತಿಕ ಕುಟುಂಬ ದಿನ — [778, 115, 843, 126]
skill-col-rule-3 — [781, 752, 782, 1086]
lead-col-4 — [536, 153, 698, 557]
tb-headline: ಕ್ಷಯರೋಗ ಮುಕ್ತ ಭಾರತ ಗುರಿ ಸಾಧನೆಗೆ ಸಂಘಟಿತ ಪ್ರಯತ್ನ ಅಗತ್ಯ: ಡಾ.ಬಿ.ಎಂ.ಚಂದ್ರಶೇಖರ್ — [367, 1112, 866, 1131]
important-day-date: 15 ಜನವರಿ — [708, 254, 744, 265]
important-day-event: ರಾಷ್ಟ್ರೀಯ ಮತದಾರರ ದಿನ — [778, 301, 853, 312]
important-day-date: 1 ಜನವರಿ — [708, 104, 738, 114]
important-day-row — [706, 324, 915, 336]
important-day-event: ಭಾರತೀಯ ಸೇನಾ ದಿನ — [778, 254, 841, 265]
important-day-event: ಮಕರ ಸಂಕ್ರಾಂತಿ — [778, 243, 823, 254]
left-stack-rule — [364, 562, 365, 1517]
important-day-date: 8 ಜನವರಿ — [708, 150, 738, 161]
important-day-row — [706, 278, 915, 290]
netaji-col-1: ಮಧುಗಿರಿ: ಸುಭಾಷ್ ಚಂದ್ರ ಬೋಸ್ ದೇಶ ಪ್ರೇಮಕ್ಕೆ ಹೊಸ ರೂಪ ಮತ್ತು ತೀವ್ರತೆಯನ್ನು ತಂದುಕೊಟ್ಟ ಮಹಾನ್ ಶಕ್ತಿಯಿಂದ ಸಾಹಿತಿ ಪ್ರೊ.ಬಿ.ಎನ್.ಮೂರ್ತಿ ಅಭಿಪ್ರಾಯ ಪಟ್ಟರು. ಪಟ್ಟಣದ ಟಿ.ವಿ.ವಿ.ಪದವಿಪೂರ್ವ ಕಾಲೇಜಿನಲ್ಲಿ ಗುರುವಾರ ಆಯೋಜಿಸಿದ್ದ ನೇತಾಜಿ ಜನ್ಮದಿನ - 'ಪರಾಕ್ರಮದಿನ'ಕಾರ್ಯಕ್ರಮದಲ್ಲಿ ಮಾತನಾಡಿ,ಯುವ ಮನಸ್ಸುಗಳನ್ನು ಸದಾ ಜಾಗೃತಗೊಳಿಸಿ,ದೇಶಭಕ್ತ — [367, 595, 529, 680]
important-day-date: NRI (ಅನಿವಾಸಿ ಭಾರತೀಯ) ದಿನ — [708, 173, 805, 184]
important-day-date: 26 ಜನವರಿ — [708, 335, 744, 346]
skill-col-rule-2 — [641, 854, 642, 1086]
skill-col-rule-1 — [505, 752, 506, 1086]
important-day-event: ರಾಷ್ಟ್ರೀಯ ಪ್ರವಾಸೋದ್ಯಮ ದಿನ — [778, 312, 865, 323]
skill-col-2: ಮಾತ್ರ ಪದವಿಗೆ ಬೆಲೆ ಸಿಕ್ಕಂತಾಗುತ್ತದೆ ಎಂದು ತುಮಕೂರು ವಿಶ್ವವಿದ್ಯಾನಿಲಯದ ರಿಜಿಸ್ಟರ್ ರಾದ (ಮೌಲ್ಯಮಾಪನ)ಪ್ರೊ ಪ್ರಸನ್ನ ಕುಮಾರ್ ಕೆ ಹೇಳಿದರು. ಶಿಕ್ಷಣ ಜೀವನ ಘಟ್ಟದಲ್ಲಿ ವೈಯಕ್ತಿಕ ಅಭಿವೃದ್ಧಿ ಜೊತೆಗೆ ದೇಶದ ಅಭಿವೃದ್ಧಿ ಒಂದು ದೊಡ್ಡ ಸಾಧನೆಗೆ ದಾರಿಯಾಗುತ್ತದೆ.ಮೊದಲು ನಾವು ನಮ್ಮ ಕಾಲೇಜು , ಹಳ್ಳಿ, ಭಾಷೆ , ಪ್ರೀತಿಸಬೇಕು ನಮ್ಮ ಮನಸ್ಸು ಬದಲಾವಣೆ ಹೇಳೋದು ನಮಗೆ ಬಿಟ್ಟಿದ್ದು ನಮ್ಮ ಗುರಿ ಕಡೆಗೆ ಹೆಜ್ಜೆ ಹಾಕುವ ದಿಕ್ಕಾಗಿದೆ. ಶಿಕ್ಷಣ ಎಂಬುದು ಬರೀ ಶಿಕ್ಷಣಕ್ಕೆ ಸೀಮಿತವಾಗದೆ ವ್ಯಕ್ತಿಯ ಸರ್ವತೋಮುಖ ಬೆಳವಣಿಗೆಗೆ ಸಹಕಾರಿಯಾಗಲಿ ಎಂದರು. ಪದವಿ ಪಡೆದ ನಂತರ ಜೀವನದಲ್ಲಿ ಏನಾದರು ಒಂದು ಬಾರಿ ಮೊದಲು ನಾವು ಕಾಣಬೇಕು ನಂತರ ಅದನ್ನು ಸಾಧಿಸಬೇಕು ಎನ್ನುವ — [508, 855, 638, 1040]
important-day-row — [706, 405, 915, 417]
important-day-event: ಪ್ರವಾಸಿ ಭಾರತೀಯ ದಿವಸ್ ಅಥವಾ — [778, 161, 877, 172]
important-day-event: ರಾಷ್ಟ್ರೀಯ ರಸ್ತೆ ಸುರಕ್ಷತಾ ಸಪ್ತಾಹ — [778, 208, 870, 219]
important-day-date: 11 ಜನವರಿ — [708, 196, 744, 207]
caption-phd-award: ತುಮಕೂರು: ಜಿಲ್ಲೆಯ ಸಿರಾ ತಾಲ್ಲೂಕಿನ ನಾದೂರು ಗ್ರಾಮದ ಕು. ರೇಷ್ಮಾ ಕೆ. ಅವರಿಗೆ ಬೆಂಗಳೂರಿನ ಕೇಂದ್ರ ವಿಶ್ವವಿದ್ಯಾಲಯ ಕೃಷಿ ಮತ್ತು ತೋಟಗಾರಿಕೆ ವಿಜ್ಞಾನಗಳ ವಿಶ್ವವಿದ್ಯಾಲಯದಲ್ಲಿ ಪಿಹೆಚ್‌ಡಿ ಪದವಿಯನ್ನು ರಾಜ್ಯಪಾಲರಾದ ಥಾವರ್ ಚಂದ್ ಗೆಹ್ಲೋಟ್ ಪ್ರದಾನ ಮಾಡಿದರು. ಸಿರಾ ತಾಲ್ಲೂಕು ನಾದೂರು ಗ್ರಾಮದ ಕೆ. ಕಾಂತರಾಜು ಮತ್ತು ಸಿದ್ದಗಂಗಮ್ಮ ದಂಪತಿಗಳ ಪುತ್ರಿ ಕೃಷಿಯಲ್ಲಿ ಎಂಎಸ್ಸಿ ಪದವಿ ಪಡೆದಿದ್ದು, ಇದೀಗ ಮಣ್ಣು ವಿಜ್ಞಾನ ಮತ್ತು ಕೃಷಿ ರಸಾಯನ ಶಾಸ್ತ್ರದಲ್ಲಿ ಮಾಡಿದ ಸಂಶೋಧನಾ ಅಧ್ಯಯನಕ್ಕಾಗಿ ವಿನಿಯೋಗಿಸಿದ ಕೇಂದ್ರ ವಿಶ್ವವಿದ್ಯಾಲಯದ ಕೃಷಿ ಮತ್ತು ತೋಟಗಾರಿಕೆ ವಿಜ್ಞಾನಗಳ ವಿಶ್ವವಿದ್ಯಾಲಯ ಪಿಹೆಚ್‌ಡಿ ಪದವಿ ನೀಡಿ ಗೌರವಿಸಿದೆ.ಎಸಿಎಸ್ ಶಾಸ್ತ್ರದ ವಿದ್ಯಾರ್ಥಿನಿಯಾದ ರೇಷ್ಮಾ ಅವರಿಗೆ ಚಿನ್ನದ ಪದಕದೊಂದಿಗೆ ಪಿಹೆಚ್‌ಡಿ ಪದವಿ ಪ್ರದಾನ ಮಾಡಿ ಪ್ರೋತ್ಸಾಹಿಸಿದರು. — [30, 1398, 360, 1480]
important-day-event: ಡೇಟಾ ಗೌಪ್ಯತೆ ದಿನ — [778, 382, 832, 393]
important-day-row — [706, 255, 915, 267]
important-day-date: 11 – 17 ಜನವರಿ — [708, 208, 765, 219]
important-day-date: 23 ಜನವರಿ — [708, 277, 744, 288]
important-day-date: 14 ಜನವರಿ — [708, 243, 744, 254]
important-day-row — [706, 127, 915, 139]
important-day-date: 15 – 18 ಜನವರಿ — [708, 266, 765, 277]
important-day-row — [706, 290, 915, 302]
important-day-event: ಅನಾಥರ ವಿಶ್ವ ದಿನ — [778, 138, 831, 149]
important-day-row — [706, 174, 915, 186]
skill-headline: ಸ್ಪರ್ಧಾತ್ಮಕ ಜಗತ್ತಿನಲ್ಲಿ ಕೌಶಲ್ಯ, ಸಾಮಾನ್ಯ ಜ್ಞಾನ ಹೊಂದುವುದು ಮುಖ್ಯ — [369, 718, 827, 742]
important-days-box — [704, 68, 917, 572]
important-day-row — [706, 197, 915, 209]
netaji-headline: ನೇತಾಜಿ ಜನ್ಮದಿನ: ಪರಾಕ್ರಮದಿನ — [367, 560, 614, 588]
important-day-date: ವಾರ್ಷಿಕೋತ್ಸವ — [708, 370, 752, 381]
important-day-event: ಲಾಲ್ ಬಹದ್ದೂರ್ ಶಾಸ್ತ್ರಿಯವರ ಪುಣ್ಯತಿಥಿ — [778, 196, 895, 207]
lead-col-rule-1 — [192, 153, 193, 557]
important-day-event: ಆಫ್ರಿಕನ್ ರಾಷ್ಟ್ರೀಯ ಕಾಂಗ್ರೆಸ್ ಸಂಸ್ಥಾಪನಾ ದಿನ — [778, 150, 906, 161]
paper-name: Praja Mana Kannada daily — [755, 3, 884, 15]
important-day-date: 10 ಜನವರಿ — [708, 185, 744, 196]
important-day-date: 26 ಜನವರಿ — [708, 324, 744, 335]
lead-col1-p1: ಚಿಕ್ಕನಾಯಕನಹಳ್ಳಿ: ಕನ್ನಡಸಂಘದ ಬಳಿ ಶೌಚಾಲಯ ನಿರ್ಮಾಣ, ಬೀದಿಬದಿಯ ತಿಂಡಿತಿನಿಸುಗಳ ಗುಣಮಟ್ಟ ಪರೀಕ್ಷೆ, ತಾಲ್ಲೂಕು ಕಚೇರಿಯ ಹಿಂಭಾಗದ ಭಾಗದ ಸ್ವಚ್ಛತೆ, ಸೇರಿದಂತೆ ಪಟ್ಟಣದ ನಿರಂತರ ಹೋರಾಟ, ಕೆನ್‌ಸರ್‌ಟಿ ಡಿಪೋ ಕಾಮಗಾರಿಗಳ ಬಗ್ಗೆ ಪುರಸಭೆಯ ಸದಸ್ಯರು ಗಮನಸಾಮಿಸಬೇಕೆಂದು ಸಂಘ ಸಂಸ್ಥೆಗಳ ಪದಾಧಿಕಾರಿಗಳು ಮುಂದಿನ ಬಜೆಟ್ ನೀಡಿದ ಸಲಹೆಗಳಾಗಿದ್ದವು. — [8, 154, 190, 227]
important-day-row — [706, 359, 915, 371]
tb-col-1: ತುಮಕೂರು: ಕ್ಷಯರೋಗ ಮುಕ್ತ ಭಾರತ ನಿರ್ಮಾಣಕ್ಕೆ ಎಲ್ಲರ ಸಹಕಾರ ಅಗತ್ಯವಾಗಿದೆ ಎಂದು ತುಮಕೂರು ಜಿಲ್ಲಾ ಆರೋಗ್ಯ ಮತ್ತು ಕುಟುಂಬ ಕಲ್ಯಾಣಾಧಿಕಾರಿ ಡಾ.ಬಿ.ಎಂ.ಚಂದ್ರ ಶೇಖರ್ ರವರು ತಿಳಿಸಿದರು. ನಗರದ ಶಿರಾಗೇಟ್‌ನಲ್ಲಿನ ಶ್ರೀದೇವಿ ವೈದ್ಯಕೀಯ ಮಹಾವಿದ್ಯಾಲಯ ಮತ್ತು ಸಂಶೋಧನಾ ಆಸ್ಪತ್ರೆಯ ಮಕ್ಕಳ ಚಿಕಿತ್ಸಾ ವಿಭಾಗದಿಂದ ಜಿಲ್ಲಾ ಕ್ಷಯರೋಗ, ತುಮಕೂರಿನ ಇಂಡಿಯನ್ ಅಸೋಸಿಯೇಷನ್ ಆಫ್ ಪೀಡಿಯಾಟ್ರಿಕ್ಸ್, ಹಾಗೂ ಎಸ್.ವೈ.ವಿ. ಎಂ. ಬೆಂಗಳೂರು ಇವರುಗಳ ಜಂಟಿ ಸಹಯೋಗದಲ್ಲಿ "ಮಕ್ಕಳಲ್ಲಿ ಕ್ಷಯರೋಗ" ಎಂಬ ವಿಷಯದ ಬಗ್ಗೆ ಸಿ.ಎಂ.ಇ. ಕಾರ್ಯಾಗಾರವನ್ನು ಜ.23ರಂದು ಗುರುವಾರ ಬೆಳಿಗ್ಗೆ 11 ಗಂಟೆಗೆ ಶ್ರೀದೇವಿ ವೈದ್ಯಕೀಯ ಕಾಲೇಜಿನ ಸ್ಕಿಲ್ಸ್‌ಲ್ಯಾಬ್‌ನಲ್ಲಿ ಕಾರ್ಯಾಗಾರವನ್ನು ಅವರು ಉದ್ಘಾಟಿಸಿ ಮಾತನಾಡಿದರು. — [367, 1153, 503, 1351]
important-day-row — [706, 313, 915, 325]
rni-number: RNI: KARKAN/2013/51795 — [507, 3, 639, 15]
lead-headline-2: ಸಾರ್ವಜನಿಕರು ಹಾಗೂ ಸಂಘಸಂಸ್ಥೆಯ ಪದಾಧಿಕಾರಿಗಳು — [30, 107, 567, 143]
important-day-date: 25 ಜನವರಿ — [708, 312, 744, 323]
photo-temple-visit — [30, 562, 360, 687]
masthead — [0, 0, 945, 20]
important-day-date: 28 ಜನವರಿ — [708, 393, 744, 404]
